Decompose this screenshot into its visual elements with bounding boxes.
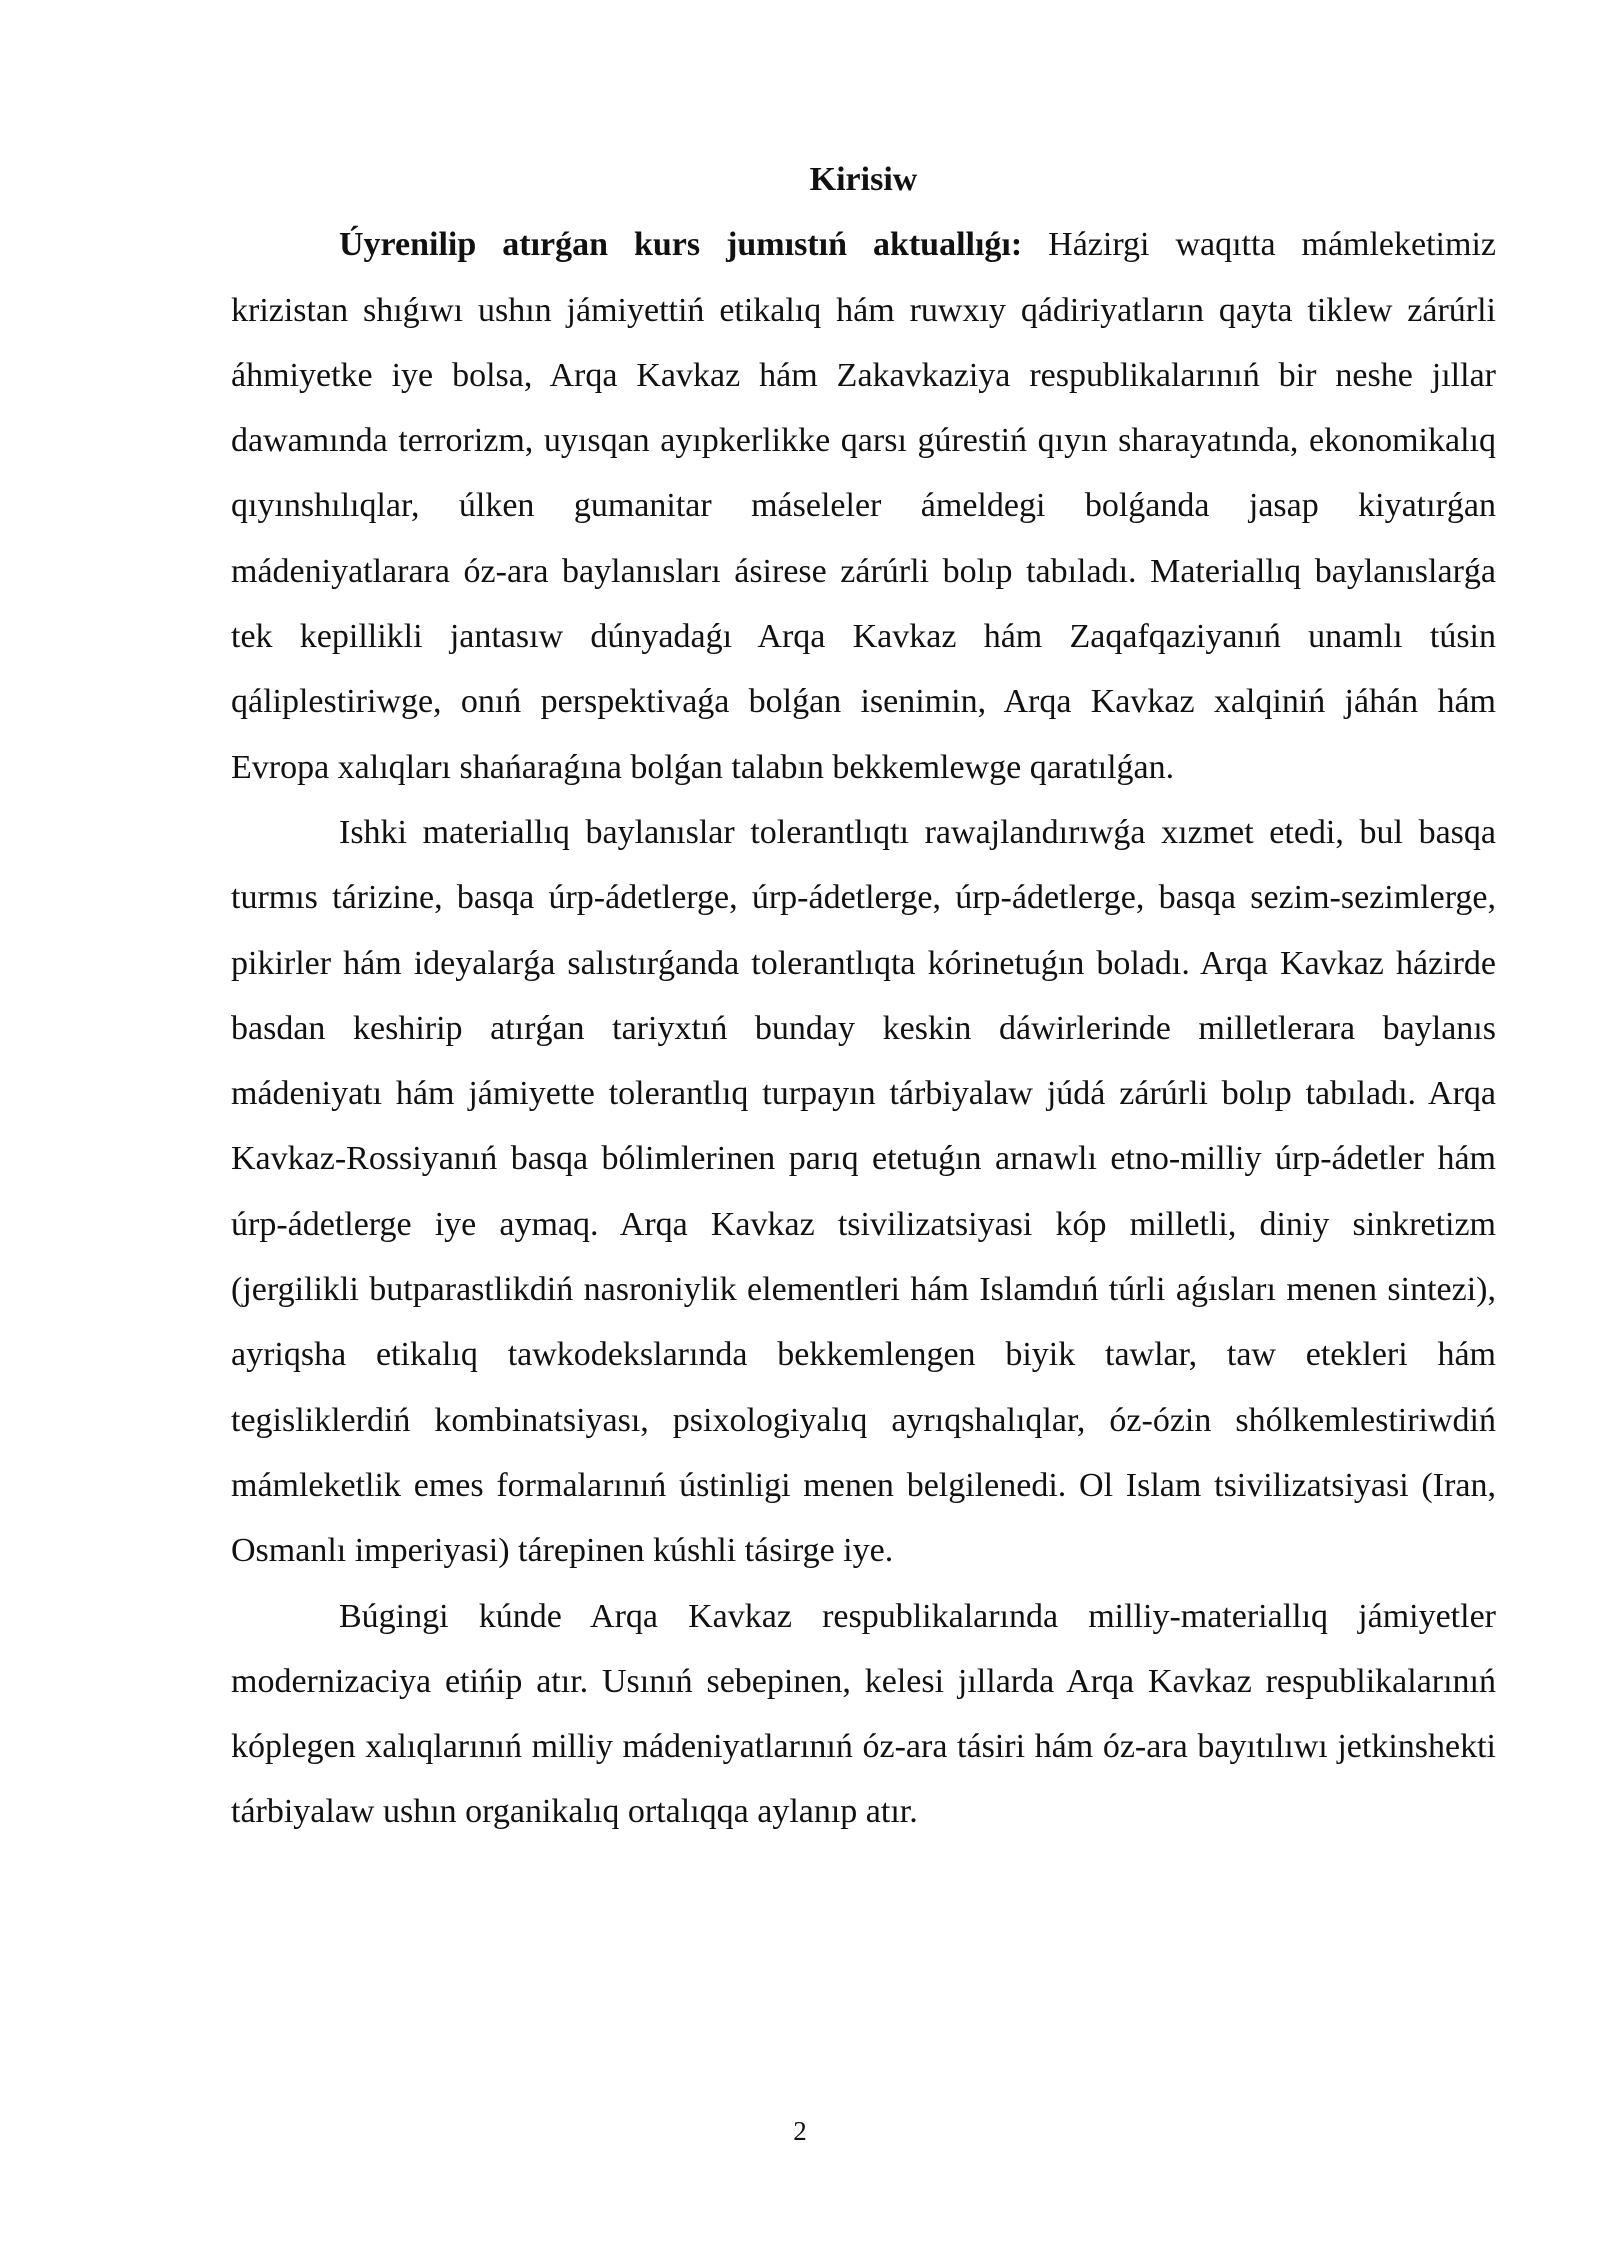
page-number: 2	[793, 2116, 807, 2146]
paragraph-relevance	[231, 212, 1496, 800]
document-page	[231, 147, 1496, 1845]
paragraph-modernization	[231, 1584, 1496, 1845]
paragraph-text: Házirgi waqıtta mámleketimiz krizistan shıǵıwı ushın jámiyettiń etikalıq hám ruwxıy qádiriyatların qayta tiklew zárúrli áhmiyetke iye bolsa, Arqa Kavkaz hám Zakavkaziya respublikalarınıń bir neshe jıllar dawamında terrorizm, uyısqan ayıpkerlikke qarsı gúrestiń qıyın sharayatında, ekonomikalıq qıyınshılıqlar, úlken gumanitar máseleler ámeldegi bolǵanda jasap kiyatırǵan mádeniyatlarara óz-ara baylanısları ásirese zárúrli bolıp tabıladı. Materiallıq baylanıslarǵa tek kepillikli jantasıw dúnyadaǵı Arqa Kavkaz hám Zaqafqaziyanıń unamlı túsin qáliplestiriwge, onıń perspektivaǵa bolǵan isenimin, Arqa Kavkaz xalqiniń jáhán hám Evropa xalıqları shańaraǵına bolǵan talabın bekkemlewge qaratılǵan.	[231, 226, 1496, 786]
page-title: Kirisiw	[809, 161, 918, 198]
paragraph-text: Búgingi kúnde Arqa Kavkaz respublikalarında milliy-materiallıq jámiyetler modernizaciya etińip atır. Usınıń sebepinen, kelesi jıllarda Arqa Kavkaz respublikalarınıń kóplegen xalıqlarınıń milliy mádeniyatlarınıń óz-ara tásiri hám óz-ara bayıtılıwı jetkinshekti tárbiyalaw ushın organikalıq ortalıqqa aylanıp atır.	[231, 1597, 1496, 1831]
paragraph-text: Ishki materiallıq baylanıslar tolerantlıqtı rawajlandırıwǵa xızmet etedi, bul basqa turmıs tárizine, basqa úrp-ádetlerge, úrp-ádetlerge, úrp-ádetlerge, basqa sezim-sezimlerge, pikirler hám ideyalarǵa salıstırǵanda tolerantlıqta kórinetuǵın boladı. Arqa Kavkaz házirde basdan keshirip atırǵan tariyxtıń bunday keskin dáwirlerinde milletlerara baylanıs mádeniyatı hám jámiyette tolerantlıq turpayın tárbiyalaw júdá zárúrli bolıp tabıladı. Arqa Kavkaz-Rossiyanıń basqa bólimlerinen parıq etetuǵın arnawlı etno-milliy úrp-ádetler hám úrp-ádetlerge iye aymaq. Arqa Kavkaz tsivilizatsiyasi kóp milletli, diniy sinkretizm (jergilikli butparastlikdiń nasroniylik elementleri hám Islamdıń túrli aǵısları menen sintezi), ayriqsha etikalıq tawkodekslarında bekkemlengen biyik tawlar, taw etekleri hám tegisliklerdiń kombinatsiyası, psixologiyalıq ayrıqshalıqlar, óz-ózin shólkemlestiriwdiń mámleketlik emes formalarınıń ústinligi menen belgilenedi. Ol Islam tsivilizatsiyasi (Iran, Osmanlı imperiyasi) tárepinen kúshli tásirge iye.	[231, 813, 1496, 1570]
paragraph-lead-heading: Úyrenilip atırǵan kurs jumıstıń aktuallıǵı:	[339, 226, 1023, 264]
paragraph-internal-relations	[231, 800, 1496, 1584]
